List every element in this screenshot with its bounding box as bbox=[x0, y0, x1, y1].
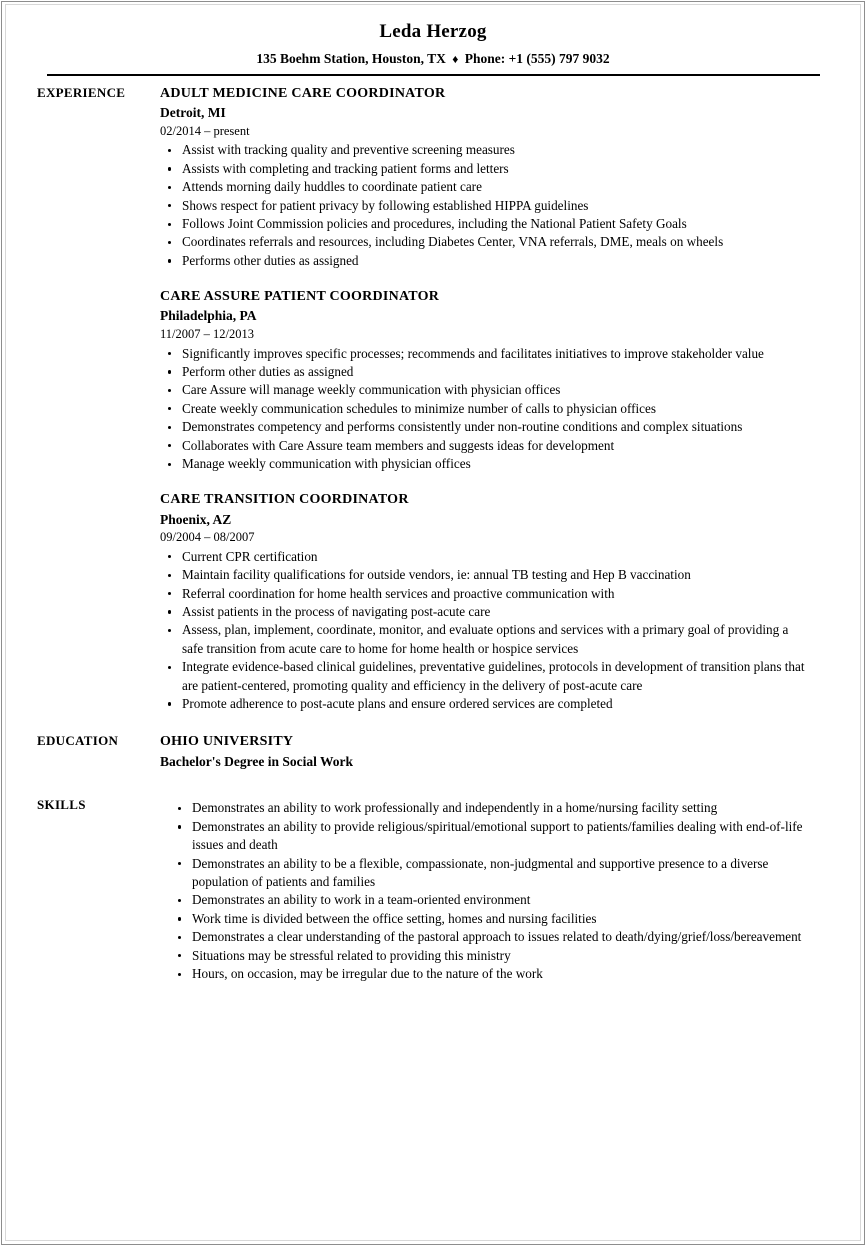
job-dates: 09/2004 – 08/2007 bbox=[160, 529, 255, 544]
list-item: Hours, on occasion, may be irregular due to the nature of the work bbox=[170, 965, 810, 983]
list-item: Follows Joint Commission policies and procedures, including the National Patient Safety Goals bbox=[160, 215, 810, 233]
skills-entries bbox=[160, 797, 866, 983]
list-item: Coordinates referrals and resources, including Diabetes Center, VNA referrals, DME, meals on wheels bbox=[160, 233, 810, 251]
education-school: OHIO UNIVERSITY bbox=[160, 734, 294, 750]
skills-section-label: SKILLS bbox=[37, 797, 86, 813]
job-responsibilities bbox=[160, 548, 810, 714]
contact-line bbox=[0, 52, 866, 67]
list-item: Demonstrates an ability to provide religious/spiritual/emotional support to patients/families dealing with end-of-life issues and death bbox=[170, 818, 810, 855]
job-title: CARE ASSURE PATIENT COORDINATOR bbox=[160, 289, 440, 305]
list-item: Demonstrates an ability to work in a team-oriented environment bbox=[170, 891, 810, 909]
education-degree: Bachelor's Degree in Social Work bbox=[160, 753, 353, 769]
list-item: Maintain facility qualifications for outside vendors, ie: annual TB testing and Hep B vaccination bbox=[160, 566, 810, 584]
job-location: Phoenix, AZ bbox=[160, 511, 232, 527]
candidate-address: 135 Boehm Station, Houston, TX bbox=[256, 50, 446, 66]
list-item: Collaborates with Care Assure team members and suggests ideas for development bbox=[160, 437, 810, 455]
experience-entries bbox=[160, 85, 866, 713]
list-item: Assists with completing and tracking patient forms and letters bbox=[160, 160, 810, 178]
diamond-separator-icon: ♦ bbox=[452, 51, 459, 66]
skills-section bbox=[0, 797, 866, 983]
list-item: Situations may be stressful related to providing this ministry bbox=[170, 947, 810, 965]
job-entry bbox=[160, 491, 810, 713]
list-item: Assist patients in the process of navigating post-acute care bbox=[160, 603, 810, 621]
list-item: Assist with tracking quality and preventive screening measures bbox=[160, 141, 810, 159]
list-item: Shows respect for patient privacy by following established HIPPA guidelines bbox=[160, 197, 810, 215]
list-item: Performs other duties as assigned bbox=[160, 252, 810, 270]
job-title: CARE TRANSITION COORDINATOR bbox=[160, 492, 409, 508]
header-divider bbox=[47, 74, 820, 76]
candidate-phone: Phone: +1 (555) 797 9032 bbox=[464, 50, 610, 66]
job-location: Philadelphia, PA bbox=[160, 308, 257, 324]
list-item: Demonstrates an ability to be a flexible, compassionate, non-judgmental and supportive presence to a diverse population of patients and families bbox=[170, 855, 810, 892]
skills-list bbox=[170, 799, 810, 983]
job-location: Detroit, MI bbox=[160, 105, 226, 121]
resume-header bbox=[0, 0, 866, 76]
list-item: Demonstrates competency and performs consistently under non-routine conditions and complex situations bbox=[160, 418, 810, 436]
list-item: Demonstrates an ability to work professionally and independently in a home/nursing facility setting bbox=[170, 799, 810, 817]
list-item: Demonstrates a clear understanding of the pastoral approach to issues related to death/dying/grief/loss/bereavement bbox=[170, 928, 810, 946]
education-section bbox=[0, 733, 866, 771]
education-section-label: EDUCATION bbox=[37, 733, 119, 749]
list-item: Care Assure will manage weekly communication with physician offices bbox=[160, 381, 810, 399]
education-entry bbox=[160, 733, 866, 771]
job-entry bbox=[160, 288, 810, 473]
list-item: Attends morning daily huddles to coordinate patient care bbox=[160, 178, 810, 196]
candidate-name: Leda Herzog bbox=[379, 21, 487, 42]
list-item: Referral coordination for home health services and proactive communication with bbox=[160, 585, 810, 603]
job-responsibilities bbox=[160, 141, 810, 270]
list-item: Integrate evidence-based clinical guidelines, preventative guidelines, protocols in development of transition plans that are patient-centered, promoting quality and efficiency in the delivery of post-acute care bbox=[160, 658, 810, 695]
job-dates: 11/2007 – 12/2013 bbox=[160, 326, 254, 341]
job-dates: 02/2014 – present bbox=[160, 123, 250, 138]
experience-section-label: EXPERIENCE bbox=[37, 85, 126, 101]
list-item: Manage weekly communication with physician offices bbox=[160, 455, 810, 473]
list-item: Current CPR certification bbox=[160, 548, 810, 566]
list-item: Create weekly communication schedules to minimize number of calls to physician offices bbox=[160, 400, 810, 418]
list-item: Work time is divided between the office setting, homes and nursing facilities bbox=[170, 910, 810, 928]
list-item: Promote adherence to post-acute plans and ensure ordered services are completed bbox=[160, 695, 810, 713]
experience-section bbox=[0, 85, 866, 713]
list-item: Significantly improves specific processes; recommends and facilitates initiatives to improve stakeholder value bbox=[160, 345, 810, 363]
list-item: Assess, plan, implement, coordinate, monitor, and evaluate options and services with a primary goal of providing a safe transition from acute care to home for home health or hospice services bbox=[160, 621, 810, 658]
job-entry bbox=[160, 85, 810, 270]
list-item: Perform other duties as assigned bbox=[160, 363, 810, 381]
job-title: ADULT MEDICINE CARE COORDINATOR bbox=[160, 86, 446, 102]
job-responsibilities bbox=[160, 345, 810, 474]
